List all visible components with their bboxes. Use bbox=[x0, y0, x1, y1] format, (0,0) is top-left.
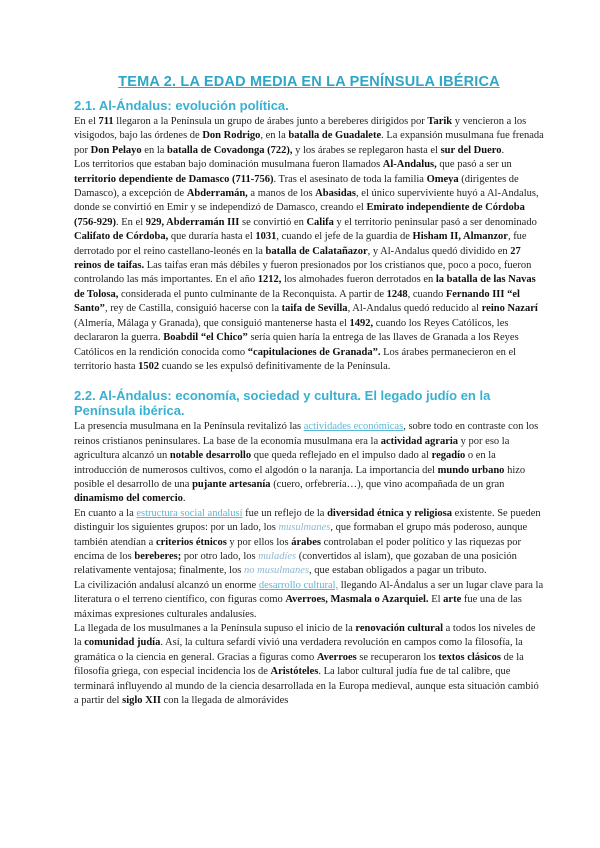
text: a todos los niveles de la bbox=[74, 623, 536, 649]
bold-text: sur del Duero bbox=[440, 144, 502, 156]
text: , y Al-Andalus quedó dividido en bbox=[367, 245, 511, 257]
text: , Al-Andalus quedó reducido al bbox=[347, 303, 482, 315]
bold-text: arte bbox=[443, 594, 462, 606]
link-cultural-development[interactable]: desarrollo cultural, bbox=[258, 579, 339, 591]
section-heading-economy: 2.2. Al-Ándalus: economía, sociedad y cultura. El legado judío en la Península ibérica. bbox=[74, 388, 491, 419]
text: que pasó a ser un bbox=[436, 159, 512, 171]
bold-text: textos clásicos bbox=[438, 651, 502, 663]
link-economic-activities[interactable]: actividades económicas bbox=[303, 421, 404, 433]
text: , que formaban el grupo más poderoso, aunque también atendían a bbox=[74, 522, 528, 548]
bold-text: Califa bbox=[306, 216, 334, 228]
text: Los árabes permanecieron en el territorio hasta bbox=[74, 346, 517, 372]
paragraph bbox=[74, 158, 544, 374]
text: , cuando el jefe de la guardia de bbox=[276, 231, 413, 243]
text: . Así, la cultura sefardí vivió una verdadera revolución en campos como la filosofía, la gramática o la ciencia en general. Gracias a figuras como bbox=[74, 637, 523, 663]
bold-text: Averroes bbox=[316, 651, 357, 663]
text: La civilización andalusí alcanzó un enorme bbox=[74, 579, 259, 591]
bold-text: dinamismo del comercio bbox=[74, 493, 183, 505]
bold-text: Tarik bbox=[427, 116, 453, 127]
text: (Almería, Málaga y Granada), que consiguió mantenerse hasta el bbox=[74, 317, 350, 329]
bold-text: reino Nazarí bbox=[481, 303, 538, 315]
text: por otro lado, los bbox=[181, 550, 259, 562]
bold-text: Boabdil “el Chico” bbox=[163, 332, 248, 344]
text: los almohades fueron derrotados en bbox=[281, 274, 436, 286]
text: , en la bbox=[260, 130, 289, 142]
text: existente. Se pueden distinguir los siguientes grupos: por un lado, los bbox=[74, 507, 541, 534]
text: sería quien haría la entrega de las llaves de Granada a los Reyes Católicos en la rendición conocida como bbox=[74, 332, 519, 358]
bold-text: la batalla de las Navas de Tolosa, bbox=[74, 274, 536, 300]
text: El bbox=[428, 594, 444, 606]
bold-text: árabes bbox=[291, 536, 322, 548]
text: y los árabes se replegaron hasta el bbox=[292, 144, 441, 156]
bold-text: regadío bbox=[431, 450, 466, 462]
bold-text: mundo urbano bbox=[437, 464, 505, 476]
text: controlaban el poder político y las riquezas por encima de los bbox=[74, 536, 522, 562]
text: , el único superviviente huyó a Al-Andalus, donde se convirtió en Emir y se independizó de Damasco, creando el bbox=[74, 188, 539, 214]
section-heading-political: 2.1. Al-Ándalus: evolución política. bbox=[74, 98, 289, 113]
bold-text: batalla de Covadonga (722), bbox=[167, 144, 293, 156]
text: fue un reflejo de la bbox=[242, 507, 328, 519]
bold-text: Don Rodrigo bbox=[202, 130, 261, 142]
text: Los territorios que estaban bajo dominación musulmana fueron llamados bbox=[74, 159, 383, 171]
bold-text: 27 reinos de taifas. bbox=[74, 245, 521, 272]
paragraph bbox=[74, 579, 544, 622]
text: que queda reflejado en el impulso dado al bbox=[251, 450, 432, 462]
bold-text: 711 bbox=[98, 116, 114, 127]
bold-text: Al-Andalus, bbox=[382, 159, 437, 171]
bold-text: notable desarrollo bbox=[169, 450, 252, 462]
bold-text: 929, Abderramán III bbox=[145, 216, 240, 228]
text: se recuperaron los bbox=[356, 651, 439, 663]
text: en la bbox=[141, 144, 168, 156]
bold-text: actividad agraria bbox=[380, 435, 459, 447]
text: , rey de Castilla, consiguió hacerse con la bbox=[104, 303, 282, 315]
text: que duraría hasta el bbox=[168, 231, 256, 243]
text: . bbox=[501, 144, 505, 156]
text: . La labor cultural judía fue de tal calibre, que terminará influyendo al mundo de la ciencia desarrollada en la Europa medieval, aunque esta situación cambió a partir del bbox=[74, 666, 539, 707]
bold-text: Fernando III “el Santo” bbox=[74, 288, 520, 315]
bold-text: 1502 bbox=[138, 360, 160, 372]
paragraph bbox=[74, 420, 544, 506]
paragraph bbox=[74, 115, 544, 158]
text: cuando los Reyes Católicos, les declararon la guerra. bbox=[74, 317, 509, 344]
bold-text: 1492, bbox=[349, 317, 374, 329]
text: y vencieron a los visigodos, bajo las órdenes de bbox=[74, 116, 527, 142]
text: (dirigentes de Damasco), a excepción de bbox=[74, 173, 519, 200]
text: En cuanto a la bbox=[74, 507, 137, 519]
bold-text: Omeya bbox=[426, 173, 459, 185]
text: de la filosofía griega, con especial incidencia los de bbox=[74, 651, 524, 678]
bold-text: criterios étnicos bbox=[155, 536, 227, 548]
text: hizo posible el desarrollo de una bbox=[74, 464, 526, 490]
text: . En el bbox=[116, 216, 146, 228]
bold-text: Emirato independiente de Córdoba (756-929) bbox=[74, 202, 525, 228]
text: y el territorio peninsular pasó a ser denominado bbox=[333, 216, 537, 228]
text: La llegada de los musulmanes a la Península supuso el inicio de la bbox=[74, 623, 356, 634]
link-social-structure[interactable]: estructura social andalusí bbox=[136, 507, 243, 519]
bold-text: “capitulaciones de Granada”. bbox=[247, 346, 381, 358]
bold-text: taifa de Sevilla bbox=[281, 303, 348, 315]
text: (cuero, orfebrería…), que vino acompañada de un gran bbox=[270, 478, 505, 490]
bold-text: siglo XII bbox=[122, 695, 161, 707]
paragraph bbox=[74, 622, 544, 708]
text: o en la introducción de numerosos cultivos, como el algodón o la naranja. La importancia del bbox=[74, 450, 496, 476]
text: con la llegada de almorávides bbox=[160, 695, 289, 707]
text: llegando Al-Ándalus a ser un lugar clave para la literatura o el terreno científico, con figuras como bbox=[74, 579, 544, 606]
bold-text: Califato de Córdoba, bbox=[74, 231, 169, 243]
text: se convirtió en bbox=[239, 216, 307, 228]
text: , que estaban obligados a pagar un tributo. bbox=[309, 565, 487, 577]
bold-text: batalla de Guadalete bbox=[288, 130, 382, 142]
text: fue una de las máximas expresiones culturales andalusíes. bbox=[74, 594, 522, 620]
bold-text: diversidad étnica y religiosa bbox=[327, 507, 453, 519]
bold-text: Abderramán, bbox=[186, 188, 248, 200]
paragraph bbox=[74, 507, 544, 579]
bold-text: bereberes; bbox=[134, 550, 182, 562]
highlight-text: musulmanes bbox=[278, 522, 331, 534]
bold-text: Abasidas bbox=[315, 188, 357, 200]
text: Las taifas eran más débiles y fueron presionados por los cristianos que, poco a poco, fueron controlando las más importantes. En el año bbox=[74, 260, 532, 286]
bold-text: pujante artesanía bbox=[192, 478, 271, 490]
bold-text: 1248 bbox=[386, 288, 408, 300]
text: . bbox=[182, 493, 186, 505]
bold-text: territorio dependiente de Damasco (711-756) bbox=[74, 173, 274, 185]
text: (convertidos al islam), que gozaban de una posición relativamente ventajosa; finalmente, los bbox=[74, 550, 517, 577]
text: y por ellos los bbox=[226, 536, 292, 548]
bold-text: batalla de Calatañazor bbox=[265, 245, 368, 257]
bold-text: Aristóteles bbox=[270, 666, 319, 678]
page-title: TEMA 2. LA EDAD MEDIA EN LA PENÍNSULA IBÉRICA bbox=[118, 74, 500, 90]
text: . La expansión musulmana fue frenada por bbox=[74, 130, 544, 156]
highlight-text: muladíes bbox=[258, 550, 297, 562]
text: considerada el punto culminante de la Reconquista. A partir de bbox=[118, 288, 387, 300]
text: , sobre todo en contraste con los reinos cristianos peninsulares. La base de la economía musulmana era la bbox=[74, 421, 539, 447]
text: . Tras el asesinato de toda la familia bbox=[273, 173, 427, 185]
text: , fue derrotado por el reino castellano-leonés en la bbox=[74, 231, 527, 257]
text: En el bbox=[74, 116, 99, 127]
text: a manos de los bbox=[247, 188, 316, 200]
text: La presencia musulmana en la Península revitalizó las bbox=[74, 421, 304, 433]
bold-text: Averroes, Masmala o Azarquiel. bbox=[285, 594, 429, 606]
text: y por eso la agricultura alcanzó un bbox=[74, 435, 510, 462]
highlight-text: no musulmanes bbox=[243, 565, 310, 577]
bold-text: renovación cultural bbox=[355, 623, 444, 634]
bold-text: comunidad judía bbox=[84, 637, 161, 649]
text: llegaron a la Península un grupo de árabes junto a bereberes dirigidos por bbox=[113, 116, 428, 127]
bold-text: Don Pelayo bbox=[90, 144, 142, 156]
text: cuando se les expulsó definitivamente de la Península. bbox=[159, 360, 391, 372]
bold-text: 1031 bbox=[255, 231, 277, 243]
bold-text: 1212, bbox=[257, 274, 282, 286]
bold-text: Hisham II, Almanzor bbox=[412, 231, 508, 243]
text: , cuando bbox=[407, 288, 446, 300]
